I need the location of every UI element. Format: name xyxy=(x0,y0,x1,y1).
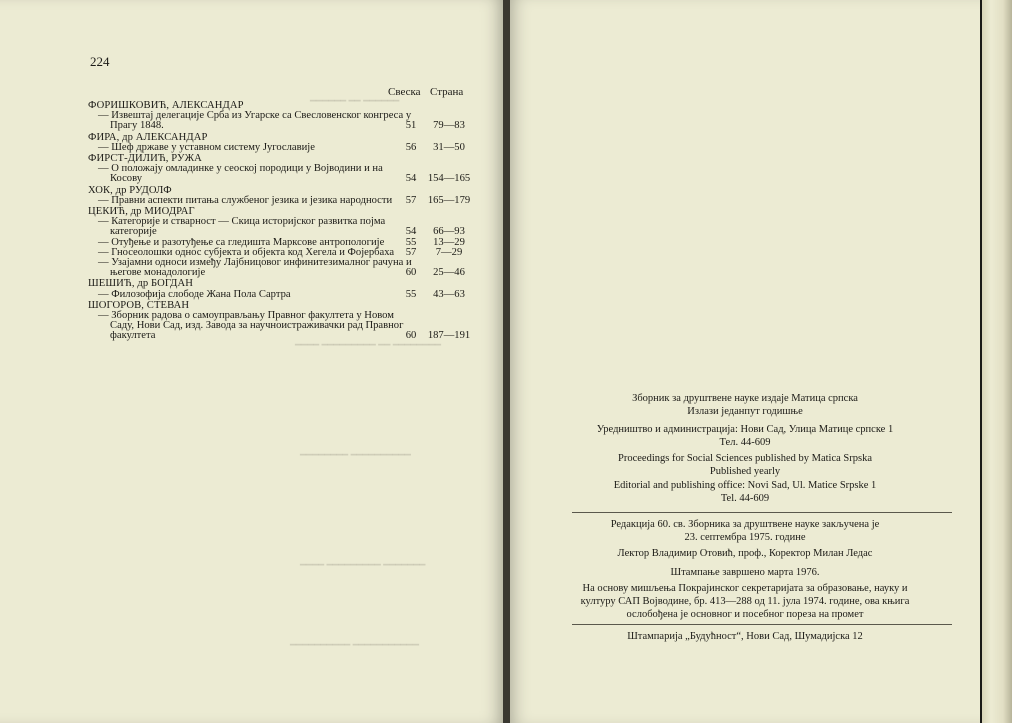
article-title: — Узајамни односи између Лајбницовог инфинитезималног рачуна и његове монадологије xyxy=(98,257,412,279)
author-index xyxy=(88,100,471,342)
printing-completed: Штампање завршено марта 1976. xyxy=(670,567,820,578)
office-english xyxy=(510,479,980,505)
show-through-text: ━━━━━━ ━━ ━━━━━━ xyxy=(310,96,400,107)
column-header-page: Страна xyxy=(430,86,464,98)
article-row xyxy=(88,217,468,237)
page-edges xyxy=(982,0,1012,723)
article-title: — Шеф државе у уставном систему Југославије xyxy=(98,141,315,153)
book-spine xyxy=(503,0,510,723)
article-row xyxy=(88,111,468,131)
publisher-statement-en: Proceedings for Social Sciences published by Matica Srpska xyxy=(618,453,872,464)
tax-line: културу САП Војводине, бр. 413—288 од 11. јула 1974. године, ова књига xyxy=(580,596,910,607)
article-pages: 79—83 xyxy=(433,120,465,132)
article-title: — Категорије и стварност — Скица историјског развитка појма категорије xyxy=(98,216,386,238)
article-pages: 25—46 xyxy=(433,267,465,279)
author-name: ФОРИШКОВИЋ, АЛЕКСАНДАР xyxy=(88,100,244,111)
editorial-closing: Редакција 60. св. Зборника за друштвене науке закључена је xyxy=(610,519,880,530)
author-name: ЦЕКИЋ, др МИОДРАГ xyxy=(88,206,195,218)
article-row xyxy=(88,163,471,185)
lector-line: Лектор Владимир Отовић, проф., Коректор Милан Ледас xyxy=(617,548,873,559)
article-issue: 60 xyxy=(405,330,417,342)
author-entry xyxy=(88,101,468,132)
article-issue: 57 xyxy=(405,194,417,206)
office-serbian xyxy=(510,423,980,449)
article-pages: 154—165 xyxy=(427,173,471,185)
show-through-text: ━━━━━━━━━━━ ━━━━━━━━━━ xyxy=(290,640,419,651)
article-issue: 51 xyxy=(405,120,417,132)
article-row xyxy=(88,194,471,206)
office-phone-en: Tel. 44-609 xyxy=(720,493,770,504)
author-entry xyxy=(88,207,468,278)
article-title: — Гносеолошки однос субјекта и објекта код Хегела и Фојербаха xyxy=(98,246,395,258)
author-entry xyxy=(88,184,471,206)
author-entry xyxy=(88,153,471,185)
article-issue: 57 xyxy=(405,246,417,258)
divider xyxy=(572,624,952,625)
author-name: ШЕШИЋ, др БОГДАН xyxy=(88,278,193,290)
author-entry xyxy=(88,279,468,299)
office-address-en: Editorial and publishing office: Novi Sad, Ul. Matice Srpske 1 xyxy=(613,480,877,491)
column-header-issue: Свеска xyxy=(388,86,421,98)
author-name: ФИРА, др АЛЕКСАНДАР xyxy=(88,131,208,143)
article-issue: 54 xyxy=(405,173,417,185)
article-row xyxy=(88,290,468,300)
article-pages: 165—179 xyxy=(427,194,471,206)
tax-line: ослобођена је основног и посебног пореза на промет xyxy=(626,609,864,620)
article-issue: 55 xyxy=(405,288,417,300)
article-title: — Зборник радова о самоуправљању Правног факултета у Новом Саду, Нови Сад, изд. Завода за научноистраживачки рад Правног факултета xyxy=(98,310,404,342)
article-pages: 13—29 xyxy=(433,236,465,248)
show-through-text: ━━━━━━━━ ━━ ━━━━━━━━━ ━━━━ xyxy=(295,340,441,351)
article-row xyxy=(88,143,468,153)
author-name: ШОГОРОВ, СТЕВАН xyxy=(88,299,190,311)
page-number: 224 xyxy=(90,54,110,69)
article-row xyxy=(88,310,471,342)
imprint-serbian xyxy=(510,392,980,418)
article-pages: 7—29 xyxy=(435,246,463,258)
article-issue: 54 xyxy=(405,226,417,238)
article-title: — О положају омладинке у сеоској породици у Војводини и на Косову xyxy=(98,163,383,185)
article-title: — Извештај делегације Срба из Угарске са Свесловенског конгреса у Прагу 1848. xyxy=(98,110,412,132)
article-issue: 55 xyxy=(405,236,417,248)
article-title: — Отуђење и разотуђење са гледишта Марксове антропологије xyxy=(98,236,385,248)
article-pages: 31—50 xyxy=(433,141,465,153)
tax-exemption xyxy=(510,582,980,621)
article-pages: 43—63 xyxy=(433,288,465,300)
office-address: Уредништво и администрација: Нови Сад, Улица Матице српске 1 xyxy=(596,424,894,435)
article-pages: 66—93 xyxy=(433,226,465,238)
author-name: ФИРСТ-ДИЛИЋ, РУЖА xyxy=(88,153,202,165)
editorial-date: 23. септембра 1975. године xyxy=(684,532,806,543)
author-entry xyxy=(88,299,471,342)
divider xyxy=(572,512,952,513)
printer-line: Штампарија „Будућност“, Нови Сад, Шумадијска 12 xyxy=(627,631,863,642)
article-issue: 60 xyxy=(405,267,417,279)
frequency-statement-en: Published yearly xyxy=(709,466,781,477)
author-name: ХОК, др РУДОЛФ xyxy=(88,184,172,196)
office-phone: Тел. 44-609 xyxy=(719,437,771,448)
article-title: — Филозофија слободе Жана Пола Сартра xyxy=(98,288,291,300)
article-row xyxy=(88,258,468,278)
article-title: — Правни аспекти питања службеног језика и језика народности xyxy=(98,194,393,206)
imprint-english xyxy=(510,452,980,478)
article-pages: 187—191 xyxy=(427,330,471,342)
article-issue: 56 xyxy=(405,141,417,153)
show-through-text: ━━━━━━━━━━ ━━━━━━━━ xyxy=(300,450,411,461)
tax-line: На основу мишљења Покрајинског секретаријата за образовање, науку и xyxy=(582,583,908,594)
frequency-statement: Излази једанпут годишње xyxy=(687,406,803,417)
show-through-text: ━━━━━━━ ━━━━━━━━━ ━━━━ xyxy=(300,560,426,571)
publisher-statement: Зборник за друштвене науке издаје Матица српска xyxy=(632,393,858,404)
author-entry xyxy=(88,133,468,153)
editorial-note xyxy=(510,518,980,544)
